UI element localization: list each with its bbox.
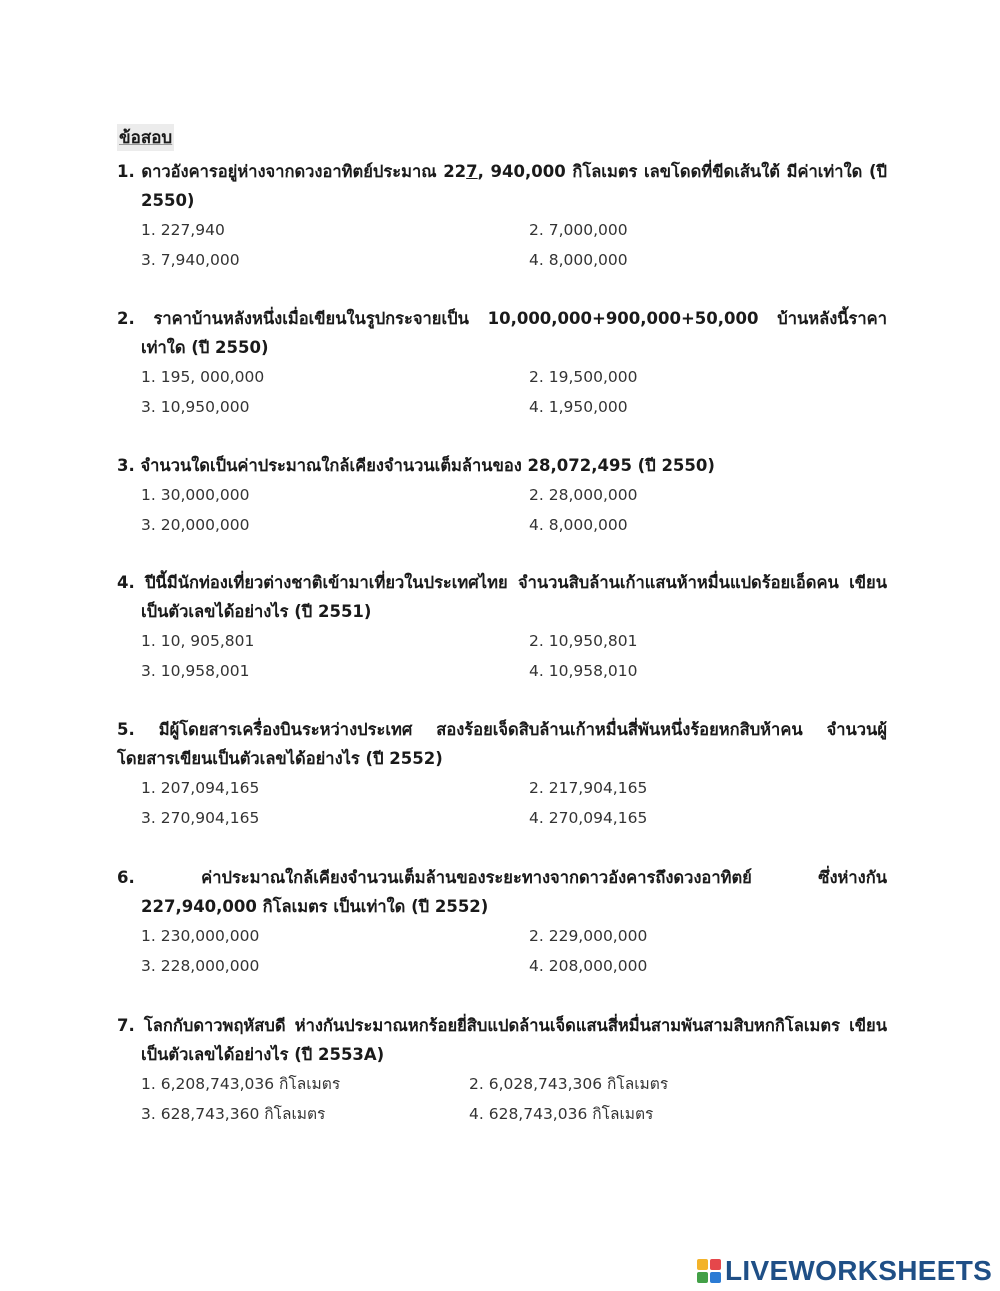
question-text: 5. มีผู้โดยสารเครื่องบินระหว่างประเทศ สองร้อยเจ็ดสิบล้านเก้าหมื่นสี่พันหนึ่งร้อยหกสิบห้าคน จำนวนผู้โดยสารเขียนเป็นตัวเลขได้อย่างไร (ปี 2552) (117, 720, 887, 768)
option-1[interactable]: 1. 195, 000,000 (141, 368, 265, 386)
option-3[interactable]: 3. 228,000,000 (141, 956, 260, 975)
logo-block (710, 1272, 721, 1283)
option-3[interactable]: 3. 10,950,000 (141, 397, 250, 416)
option-4[interactable]: 4. 1,950,000 (529, 397, 628, 416)
option-1[interactable]: 1. 207,094,165 (141, 779, 260, 797)
question-6 (117, 863, 887, 981)
option-1[interactable]: 1. 227,940 (141, 221, 225, 239)
liveworksheets-logo[interactable] (697, 1256, 992, 1286)
question-1 (117, 157, 887, 275)
option-1[interactable]: 1. 230,000,000 (141, 927, 260, 945)
option-1[interactable]: 1. 30,000,000 (141, 486, 250, 504)
options-grid (117, 363, 887, 422)
option-1[interactable]: 1. 6,208,743,036 กิโลเมตร (141, 1075, 341, 1093)
option-3[interactable]: 3. 20,000,000 (141, 515, 250, 534)
logo-block (710, 1259, 721, 1270)
question-text: 4. ปีนี้มีนักท่องเที่ยวต่างชาติเข้ามาเที่ยวในประเทศไทย จำนวนสิบล้านเก้าแสนห้าหมื่นแปดร้อยเอ็ดคน เขียนเป็นตัวเลขได้อย่างไร (ปี 2551) (117, 573, 887, 621)
option-2[interactable]: 2. 19,500,000 (529, 368, 638, 386)
option-4[interactable]: 4. 270,094,165 (529, 808, 648, 827)
logo-block (697, 1259, 708, 1270)
option-3[interactable]: 3. 7,940,000 (141, 250, 240, 269)
option-4[interactable]: 4. 8,000,000 (529, 515, 628, 534)
option-3[interactable]: 3. 270,904,165 (141, 808, 260, 827)
option-2[interactable]: 2. 28,000,000 (529, 486, 638, 504)
option-2[interactable]: 2. 7,000,000 (529, 221, 628, 239)
question-text: 6. ค่าประมาณใกล้เคียงจำนวนเต็มล้านของระยะทางจากดาวอังคารถึงดวงอาทิตย์ ซึ่งห่างกัน 227,940,000 กิโลเมตร เป็นเท่าใด (ปี 2552) (117, 868, 887, 916)
logo-text: LIVEWORKSHEETS (725, 1255, 993, 1286)
question-text: 1. ดาวอังคารอยู่ห่างจากดวงอาทิตย์ประมาณ 227, 940,000 กิโลเมตร เลขโดดที่ขีดเส้นใต้ มีค่าเท่าใด (ปี 2550) (117, 162, 887, 210)
logo-block (697, 1272, 708, 1283)
option-4[interactable]: 4. 8,000,000 (529, 250, 628, 269)
question-7 (117, 1011, 887, 1129)
options-grid (117, 1070, 887, 1129)
question-5 (117, 715, 887, 833)
options-grid (117, 481, 887, 540)
option-2[interactable]: 2. 6,028,743,306 กิโลเมตร (469, 1075, 669, 1093)
question-4 (117, 568, 887, 686)
option-3[interactable]: 3. 10,958,001 (141, 661, 250, 680)
options-grid (117, 922, 887, 981)
option-3[interactable]: 3. 628,743,360 กิโลเมตร (141, 1104, 326, 1123)
option-4[interactable]: 4. 10,958,010 (529, 661, 638, 680)
underlined-digit: 7 (466, 162, 478, 181)
options-grid (117, 774, 887, 833)
question-2 (117, 304, 887, 422)
option-2[interactable]: 2. 217,904,165 (529, 779, 648, 797)
page-heading: ข้อสอบ (117, 124, 174, 151)
question-3 (117, 451, 887, 540)
question-text: 3. จำนวนใดเป็นค่าประมาณใกล้เคียงจำนวนเต็มล้านของ 28,072,495 (ปี 2550) (117, 456, 715, 475)
options-grid (117, 627, 887, 686)
question-text: 7. โลกกับดาวพฤหัสบดี ห่างกันประมาณหกร้อยยี่สิบแปดล้านเจ็ดแสนสี่หมื่นสามพันสามสิบหกกิโลเมตร เขียนเป็นตัวเลขได้อย่างไร (ปี 2553A) (117, 1016, 887, 1064)
option-4[interactable]: 4. 628,743,036 กิโลเมตร (469, 1104, 654, 1123)
option-4[interactable]: 4. 208,000,000 (529, 956, 648, 975)
options-grid (117, 216, 887, 275)
option-1[interactable]: 1. 10, 905,801 (141, 632, 255, 650)
question-text: 2. ราคาบ้านหลังหนึ่งเมื่อเขียนในรูปกระจายเป็น 10,000,000+900,000+50,000 บ้านหลังนี้ราคาเท่าใด (ปี 2550) (117, 309, 887, 357)
option-2[interactable]: 2. 10,950,801 (529, 632, 638, 650)
option-2[interactable]: 2. 229,000,000 (529, 927, 648, 945)
logo-blocks-icon (697, 1259, 721, 1283)
